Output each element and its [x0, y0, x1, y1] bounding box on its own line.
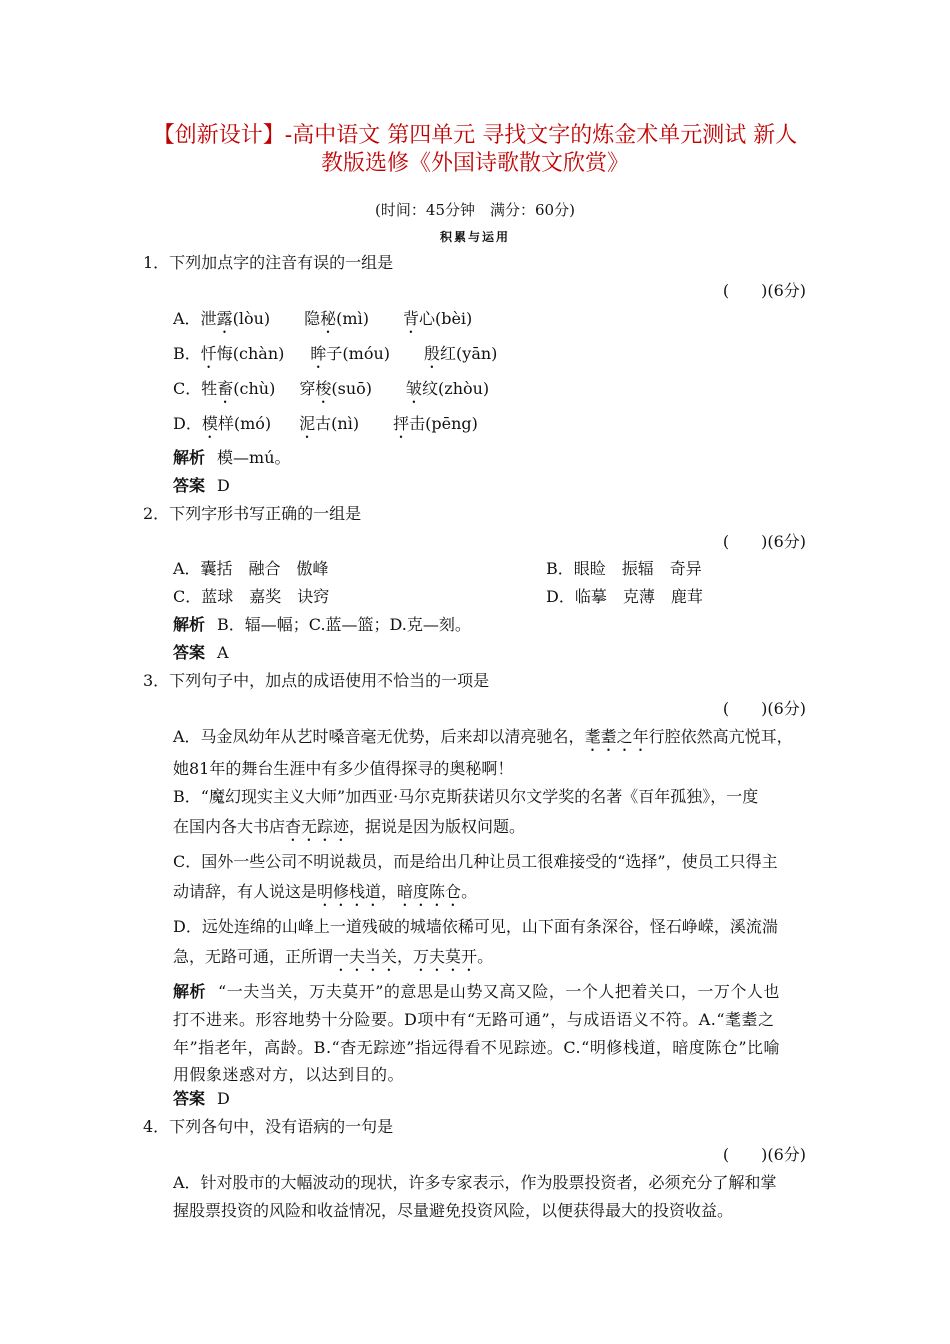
q1-analysis: 解析 模—mú。 [173, 448, 291, 467]
q1-score: ( )(6分) [722, 281, 806, 300]
q2-option-b: B．眼睑 振辐 奇异 [546, 559, 702, 578]
q3-option-c-line1: C．国外一些公司不明说裁员，而是给出几种让员工很难接受的“选择”，使员工只得主 [173, 852, 778, 871]
q3-option-a-line2: 她81年的舞台生涯中有多少值得探寻的奥秘啊！ [173, 759, 514, 778]
q3-option-b-line1: B．“魔幻现实主义大师”加西亚·马尔克斯获诺贝尔文学奖的名著《百年孤独》，一度 [173, 787, 759, 806]
q2-score: ( )(6分) [722, 532, 806, 551]
q1-option-d: D．模样(mó) 泥古(nì) 抨击(pēng) [173, 414, 478, 433]
q1-answer: 答案 D [173, 476, 230, 495]
time-score-info: (时间：45分钟 满分：60分) [375, 201, 575, 219]
title-line-2: 教版选修《外国诗歌散文欣赏》 [320, 151, 629, 176]
q3-option-b-line2: 在国内各大书店杳无踪迹，据说是因为版权问题。 [173, 817, 526, 836]
q3-analysis-line2: 打不进来。形容地势十分险要。D项中有“无路可通”，与成语语义不符。A.“耄耋之 [173, 1010, 775, 1029]
q1-stem: 1．下列加点字的注音有误的一组是 [143, 253, 394, 272]
q2-answer: 答案 A [173, 643, 229, 662]
q4-option-a-line2: 握股票投资的风险和收益情况，尽量避免投资风险，以便获得最大的投资收益。 [173, 1201, 734, 1220]
q3-option-d-line2: 急，无路可通，正所谓一夫当关，万夫莫开。 [173, 947, 494, 966]
q3-option-a-line1: A．马金凤幼年从艺时嗓音毫无优势，后来却以清亮驰名，耄耋之年行腔依然高亢悦耳， [173, 727, 793, 746]
q3-option-d-line1: D．远处连绵的山峰上一道残破的城墙依稀可见，山下面有条深谷，怪石峥嵘，溪流湍 [173, 917, 778, 936]
q4-score: ( )(6分) [722, 1145, 806, 1164]
q3-answer: 答案 D [173, 1089, 230, 1108]
document-title [110, 122, 840, 178]
q3-analysis-line4: 用假象迷惑对方，以达到目的。 [173, 1065, 405, 1084]
q1-option-c: C．牲畜(chù) 穿梭(suō) 皱纹(zhòu) [173, 379, 490, 398]
section-heading: 积累与运用 [439, 230, 510, 244]
q2-analysis: 解析 B．辐—幅；C.蓝—篮；D.克—刻。 [173, 615, 471, 634]
q4-option-a-line1: A．针对股市的大幅波动的现状，许多专家表示，作为股票投资者，必须充分了解和掌 [173, 1173, 777, 1192]
q3-score: ( )(6分) [722, 699, 806, 718]
q1-option-a: A．泄露(lòu) 隐秘(mì) 背心(bèi) [173, 309, 473, 328]
q4-stem: 4．下列各句中，没有语病的一句是 [143, 1117, 394, 1136]
q2-option-a: A．囊括 融合 傲峰 [173, 559, 329, 578]
q2-option-d: D．临摹 克薄 鹿茸 [546, 587, 703, 606]
q3-analysis-line3: 年”指老年，高龄。B.“杳无踪迹”指远得看不见踪迹。C.“明修栈道，暗度陈仓”比喻 [173, 1038, 781, 1057]
q3-option-c-line2: 动请辞，有人说这是明修栈道，暗度陈仓。 [173, 882, 478, 901]
q3-analysis-line1: 解析 “一夫当关，万夫莫开”的意思是山势又高又险，一个人把着关口，一万个人也 [173, 982, 780, 1001]
q3-stem: 3．下列句子中，加点的成语使用不恰当的一项是 [143, 671, 490, 690]
q2-option-c: C．蓝球 嘉奖 诀窍 [173, 587, 330, 606]
q1-option-b: B．忏悔(chàn) 眸子(móu) 殷红(yān) [173, 344, 498, 363]
title-line-1: 【创新设计】-高中语文 第四单元 寻找文字的炼金术单元测试 新人 [152, 123, 798, 148]
q2-stem: 2．下列字形书写正确的一组是 [143, 504, 362, 523]
